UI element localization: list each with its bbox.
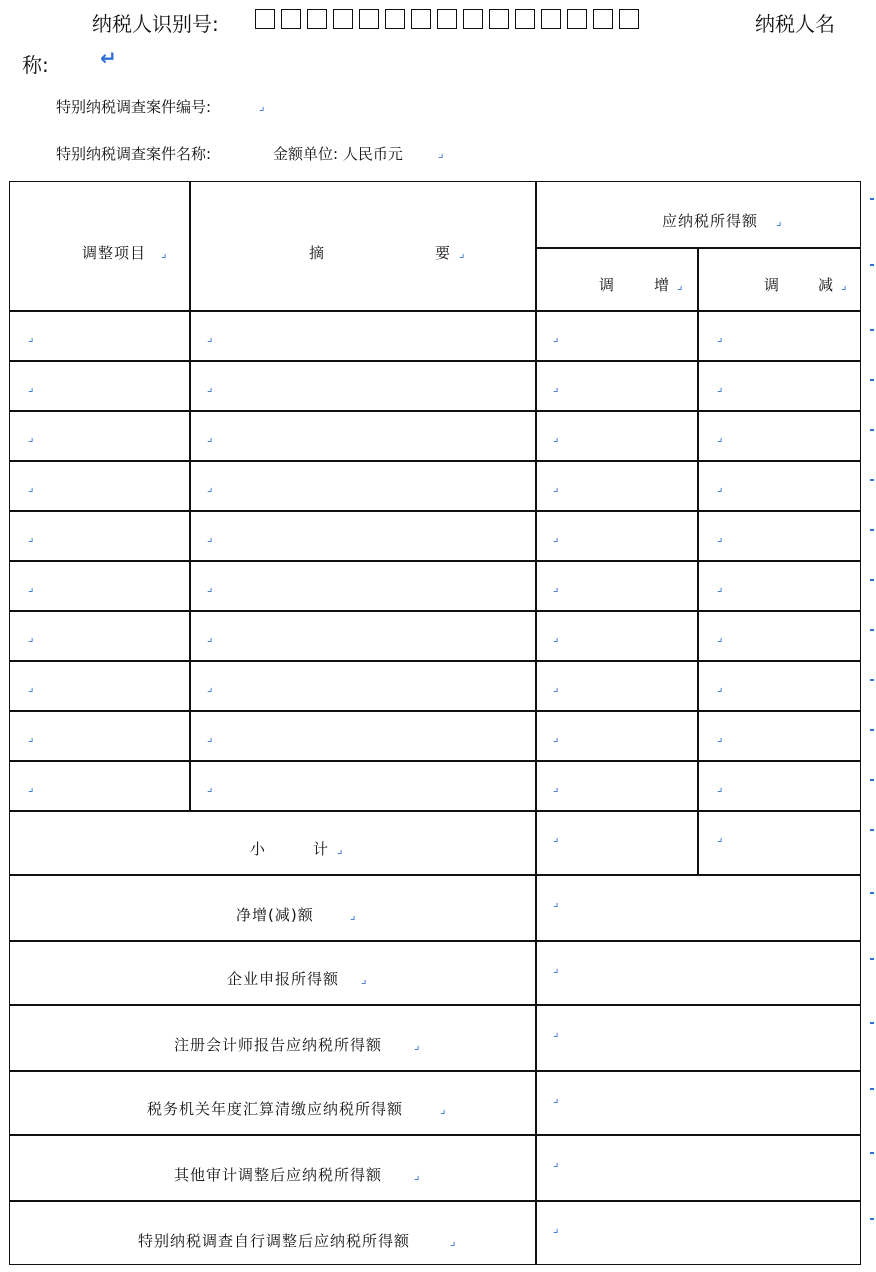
id-box[interactable] (541, 9, 561, 29)
subtotal-label-1: 小 (250, 840, 267, 858)
summary-cpa-report: 注册会计师报告应纳税所得额 (174, 1036, 383, 1054)
row-end-mark-icon (870, 729, 874, 731)
cell-mark[interactable]: ⌟ (717, 780, 723, 794)
cell-mark[interactable]: ⌟ (28, 780, 34, 794)
cell-mark[interactable]: ⌟ (28, 530, 34, 544)
header-summary-1: 摘 (309, 244, 326, 262)
cell-mark[interactable]: ⌟ (553, 780, 559, 794)
cell-mark[interactable]: ⌟ (28, 730, 34, 744)
row-end-mark-icon (870, 264, 874, 266)
cell-mark[interactable]: ⌟ (717, 630, 723, 644)
row-end-mark-icon (870, 1022, 874, 1024)
cell-mark[interactable]: ⌟ (717, 430, 723, 444)
row-end-mark-icon (870, 379, 874, 381)
cell-mark[interactable]: ⌟ (553, 895, 559, 909)
cell-mark[interactable]: ⌟ (553, 380, 559, 394)
row-end-mark-icon (870, 579, 874, 581)
taxpayer-name-label-part1: 纳税人名 (755, 12, 835, 36)
paragraph-mark-icon: ⌟ (438, 146, 444, 160)
row-end-mark-icon (870, 479, 874, 481)
cell-mark[interactable]: ⌟ (207, 630, 213, 644)
adjustment-table (9, 181, 861, 1265)
cell-mark[interactable]: ⌟ (553, 1025, 559, 1039)
header-taxable-income: 应纳税所得额 (662, 212, 759, 230)
row-end-mark-icon (870, 958, 874, 960)
header-decrease-2: 减 (818, 276, 835, 294)
cell-mark[interactable]: ⌟ (207, 780, 213, 794)
row-end-mark-icon (870, 1218, 874, 1220)
id-box[interactable] (619, 9, 639, 29)
cell-mark[interactable]: ⌟ (553, 1221, 559, 1235)
enter-arrow-icon: ↵ (100, 46, 117, 70)
header-adjust-item: 调整项目 (82, 244, 147, 262)
case-number-label: 特别纳税调查案件编号: (56, 98, 212, 116)
row-end-mark-icon (870, 1152, 874, 1154)
cell-mark[interactable]: ⌟ (717, 480, 723, 494)
cell-mark[interactable]: ⌟ (553, 730, 559, 744)
summary-other-audit: 其他审计调整后应纳税所得额 (174, 1166, 383, 1184)
cell-mark[interactable]: ⌟ (553, 830, 559, 844)
id-box[interactable] (385, 9, 405, 29)
taxpayer-id-boxes[interactable] (255, 9, 639, 29)
id-box[interactable] (489, 9, 509, 29)
cell-mark[interactable]: ⌟ (28, 680, 34, 694)
paragraph-mark-icon: ⌟ (440, 1102, 446, 1116)
row-end-mark-icon (870, 892, 874, 894)
currency-label: 金额单位: 人民币元 (273, 145, 403, 163)
cell-mark[interactable]: ⌟ (207, 580, 213, 594)
row-end-mark-icon (870, 529, 874, 531)
id-box[interactable] (437, 9, 457, 29)
cell-mark[interactable]: ⌟ (553, 580, 559, 594)
header-increase-1: 调 (599, 276, 616, 294)
header-summary-2: 要 (435, 244, 452, 262)
taxpayer-id-label: 纳税人识别号: (92, 12, 219, 36)
cell-mark[interactable]: ⌟ (717, 330, 723, 344)
case-name-label: 特别纳税调查案件名称: (56, 145, 212, 163)
cell-mark[interactable]: ⌟ (28, 630, 34, 644)
paragraph-mark-icon: ⌟ (776, 214, 782, 228)
summary-tax-authority: 税务机关年度汇算清缴应纳税所得额 (147, 1100, 404, 1118)
cell-mark[interactable]: ⌟ (717, 530, 723, 544)
cell-mark[interactable]: ⌟ (553, 1091, 559, 1105)
id-box[interactable] (333, 9, 353, 29)
summary-net-change: 净增(减)额 (236, 906, 314, 924)
cell-mark[interactable]: ⌟ (553, 961, 559, 975)
id-box[interactable] (411, 9, 431, 29)
paragraph-mark-icon: ⌟ (459, 246, 465, 260)
paragraph-mark-icon: ⌟ (414, 1038, 420, 1052)
cell-mark[interactable]: ⌟ (553, 1155, 559, 1169)
id-box[interactable] (281, 9, 301, 29)
cell-mark[interactable]: ⌟ (28, 480, 34, 494)
paragraph-mark-icon: ⌟ (259, 99, 265, 113)
taxpayer-name-label-part2: 称: (22, 53, 49, 77)
paragraph-mark-icon: ⌟ (337, 842, 343, 856)
row-end-mark-icon (870, 198, 874, 200)
paragraph-mark-icon: ⌟ (677, 278, 683, 292)
summary-enterprise-declared: 企业申报所得额 (227, 970, 340, 988)
header-increase-2: 增 (654, 276, 671, 294)
cell-mark[interactable]: ⌟ (553, 330, 559, 344)
cell-mark[interactable]: ⌟ (553, 480, 559, 494)
row-end-mark-icon (870, 329, 874, 331)
id-box[interactable] (359, 9, 379, 29)
paragraph-mark-icon: ⌟ (841, 278, 847, 292)
paragraph-mark-icon: ⌟ (414, 1168, 420, 1182)
cell-mark[interactable]: ⌟ (28, 430, 34, 444)
row-end-mark-icon (870, 829, 874, 831)
cell-mark[interactable]: ⌟ (553, 630, 559, 644)
cell-mark[interactable]: ⌟ (717, 380, 723, 394)
cell-mark[interactable]: ⌟ (717, 580, 723, 594)
row-end-mark-icon (870, 429, 874, 431)
row-end-mark-icon (870, 629, 874, 631)
id-box[interactable] (255, 9, 275, 29)
cell-mark[interactable]: ⌟ (28, 580, 34, 594)
cell-mark[interactable]: ⌟ (207, 680, 213, 694)
id-box[interactable] (515, 9, 535, 29)
cell-mark[interactable]: ⌟ (717, 830, 723, 844)
row-end-mark-icon (870, 679, 874, 681)
id-box[interactable] (307, 9, 327, 29)
cell-mark[interactable]: ⌟ (207, 730, 213, 744)
cell-mark[interactable]: ⌟ (717, 680, 723, 694)
paragraph-mark-icon: ⌟ (361, 972, 367, 986)
cell-mark[interactable]: ⌟ (207, 430, 213, 444)
paragraph-mark-icon: ⌟ (350, 908, 356, 922)
cell-mark[interactable]: ⌟ (207, 530, 213, 544)
cell-mark[interactable]: ⌟ (28, 380, 34, 394)
cell-mark[interactable]: ⌟ (717, 730, 723, 744)
header-decrease-1: 调 (764, 276, 781, 294)
summary-special-investigation: 特别纳税调查自行调整后应纳税所得额 (138, 1232, 411, 1250)
id-box[interactable] (593, 9, 613, 29)
cell-mark[interactable]: ⌟ (553, 530, 559, 544)
cell-mark[interactable]: ⌟ (28, 330, 34, 344)
cell-mark[interactable]: ⌟ (207, 330, 213, 344)
id-box[interactable] (463, 9, 483, 29)
paragraph-mark-icon: ⌟ (161, 246, 167, 260)
subtotal-label-2: 计 (313, 840, 330, 858)
cell-mark[interactable]: ⌟ (207, 480, 213, 494)
paragraph-mark-icon: ⌟ (450, 1234, 456, 1248)
row-end-mark-icon (870, 779, 874, 781)
row-end-mark-icon (870, 1088, 874, 1090)
cell-mark[interactable]: ⌟ (207, 380, 213, 394)
cell-mark[interactable]: ⌟ (553, 680, 559, 694)
id-box[interactable] (567, 9, 587, 29)
cell-mark[interactable]: ⌟ (553, 430, 559, 444)
